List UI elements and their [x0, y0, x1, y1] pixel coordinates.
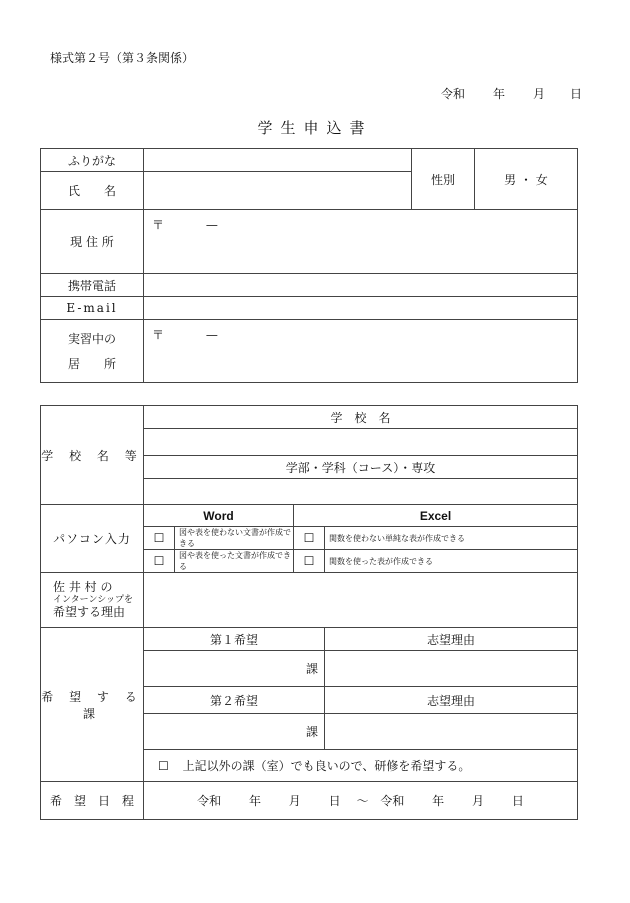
name-field[interactable] — [144, 172, 412, 210]
mobile-field[interactable] — [144, 274, 578, 297]
word-header: Word — [144, 505, 294, 527]
excel-option-2: 関数を使った表が作成できる — [325, 550, 578, 573]
reason-label — [41, 573, 144, 628]
reason-line1: 佐 井 村 の — [53, 580, 113, 595]
schedule-tilde: 〜 — [356, 794, 369, 808]
mobile-label: 携帯電話 — [41, 274, 144, 297]
stay-label-line1: 実習中の — [67, 332, 116, 346]
second-motive-field[interactable] — [325, 714, 578, 750]
postal-mark-2: 〒 — [152, 328, 165, 342]
school-label: 学 校 名 等 — [41, 406, 144, 505]
date-year: 年 — [493, 87, 506, 101]
first-choice-field[interactable] — [144, 651, 325, 687]
department-header: 学部・学科（コース）・専攻 — [144, 456, 578, 479]
schedule-field[interactable] — [144, 782, 578, 820]
word-check-1[interactable] — [144, 527, 175, 550]
checkbox-icon[interactable]: ☐ — [153, 554, 165, 568]
pc-skill-label: パソコン入力 — [41, 505, 144, 573]
stay-address-field[interactable] — [144, 320, 578, 383]
stay-address-label — [41, 320, 144, 383]
checkbox-icon[interactable]: ☐ — [158, 759, 169, 773]
postal-dash: — — [205, 218, 218, 232]
second-motive-header: 志望理由 — [325, 687, 578, 714]
checkbox-icon[interactable]: ☐ — [153, 531, 165, 545]
date-day: 日 — [570, 87, 583, 101]
schedule-to-era: 令和 — [380, 794, 405, 808]
reason-field[interactable] — [144, 573, 578, 628]
schedule-to-month: 月 — [472, 794, 485, 808]
email-label: E-mail — [41, 297, 144, 320]
ka-suffix: 課 — [305, 662, 318, 676]
stay-label-line2: 居 所 — [67, 357, 116, 371]
ka-suffix: 課 — [305, 725, 318, 739]
postal-dash-2: — — [205, 328, 218, 342]
furigana-field[interactable] — [144, 149, 412, 172]
checkbox-icon[interactable]: ☐ — [303, 531, 315, 545]
gender-options[interactable]: 男 ・ 女 — [475, 149, 578, 210]
schedule-from-day: 日 — [328, 794, 341, 808]
first-motive-header: 志望理由 — [325, 628, 578, 651]
schedule-from-year: 年 — [248, 794, 261, 808]
word-option-1: 図や表を使わない文書が作成できる — [175, 527, 294, 550]
page-title: 学生申込書 — [257, 119, 373, 137]
excel-option-1: 関数を使わない単純な表が作成できる — [325, 527, 578, 550]
date-era: 令和 — [441, 87, 466, 101]
personal-info-table — [40, 148, 578, 383]
checkbox-icon[interactable]: ☐ — [303, 554, 315, 568]
name-label: 氏 名 — [41, 172, 144, 210]
email-field[interactable] — [144, 297, 578, 320]
second-choice-field[interactable] — [144, 714, 325, 750]
schedule-to-year: 年 — [432, 794, 445, 808]
word-option-2: 図や表を使った文書が作成できる — [175, 550, 294, 573]
furigana-label: ふりがな — [41, 149, 144, 172]
date-month: 月 — [533, 87, 546, 101]
other-section-text: 上記以外の課（室）でも良いので、研修を希望する。 — [182, 759, 471, 773]
reason-line3: 希望する理由 — [53, 605, 126, 620]
first-choice-label: 第１希望 — [144, 628, 325, 651]
address-field[interactable] — [144, 210, 578, 274]
second-choice-label: 第２希望 — [144, 687, 325, 714]
first-motive-field[interactable] — [325, 651, 578, 687]
application-table — [40, 405, 578, 820]
address-label: 現 住 所 — [41, 210, 144, 274]
schedule-from-era: 令和 — [197, 794, 222, 808]
excel-header: Excel — [294, 505, 578, 527]
excel-check-1[interactable] — [294, 527, 325, 550]
word-check-2[interactable] — [144, 550, 175, 573]
schedule-from-month: 月 — [288, 794, 301, 808]
form-number: 様式第２号（第３条関係） — [50, 51, 195, 65]
gender-label: 性別 — [412, 149, 475, 210]
department-field[interactable] — [144, 479, 578, 505]
section-label: 希 望 す る 課 — [41, 628, 144, 782]
schedule-to-day: 日 — [511, 794, 524, 808]
school-name-field[interactable] — [144, 429, 578, 456]
excel-check-2[interactable] — [294, 550, 325, 573]
postal-mark: 〒 — [152, 218, 165, 232]
schedule-label: 希 望 日 程 — [41, 782, 144, 820]
school-name-header: 学 校 名 — [144, 406, 578, 429]
other-section-option[interactable] — [144, 750, 578, 782]
reason-line2: インターンシップを — [53, 594, 134, 605]
